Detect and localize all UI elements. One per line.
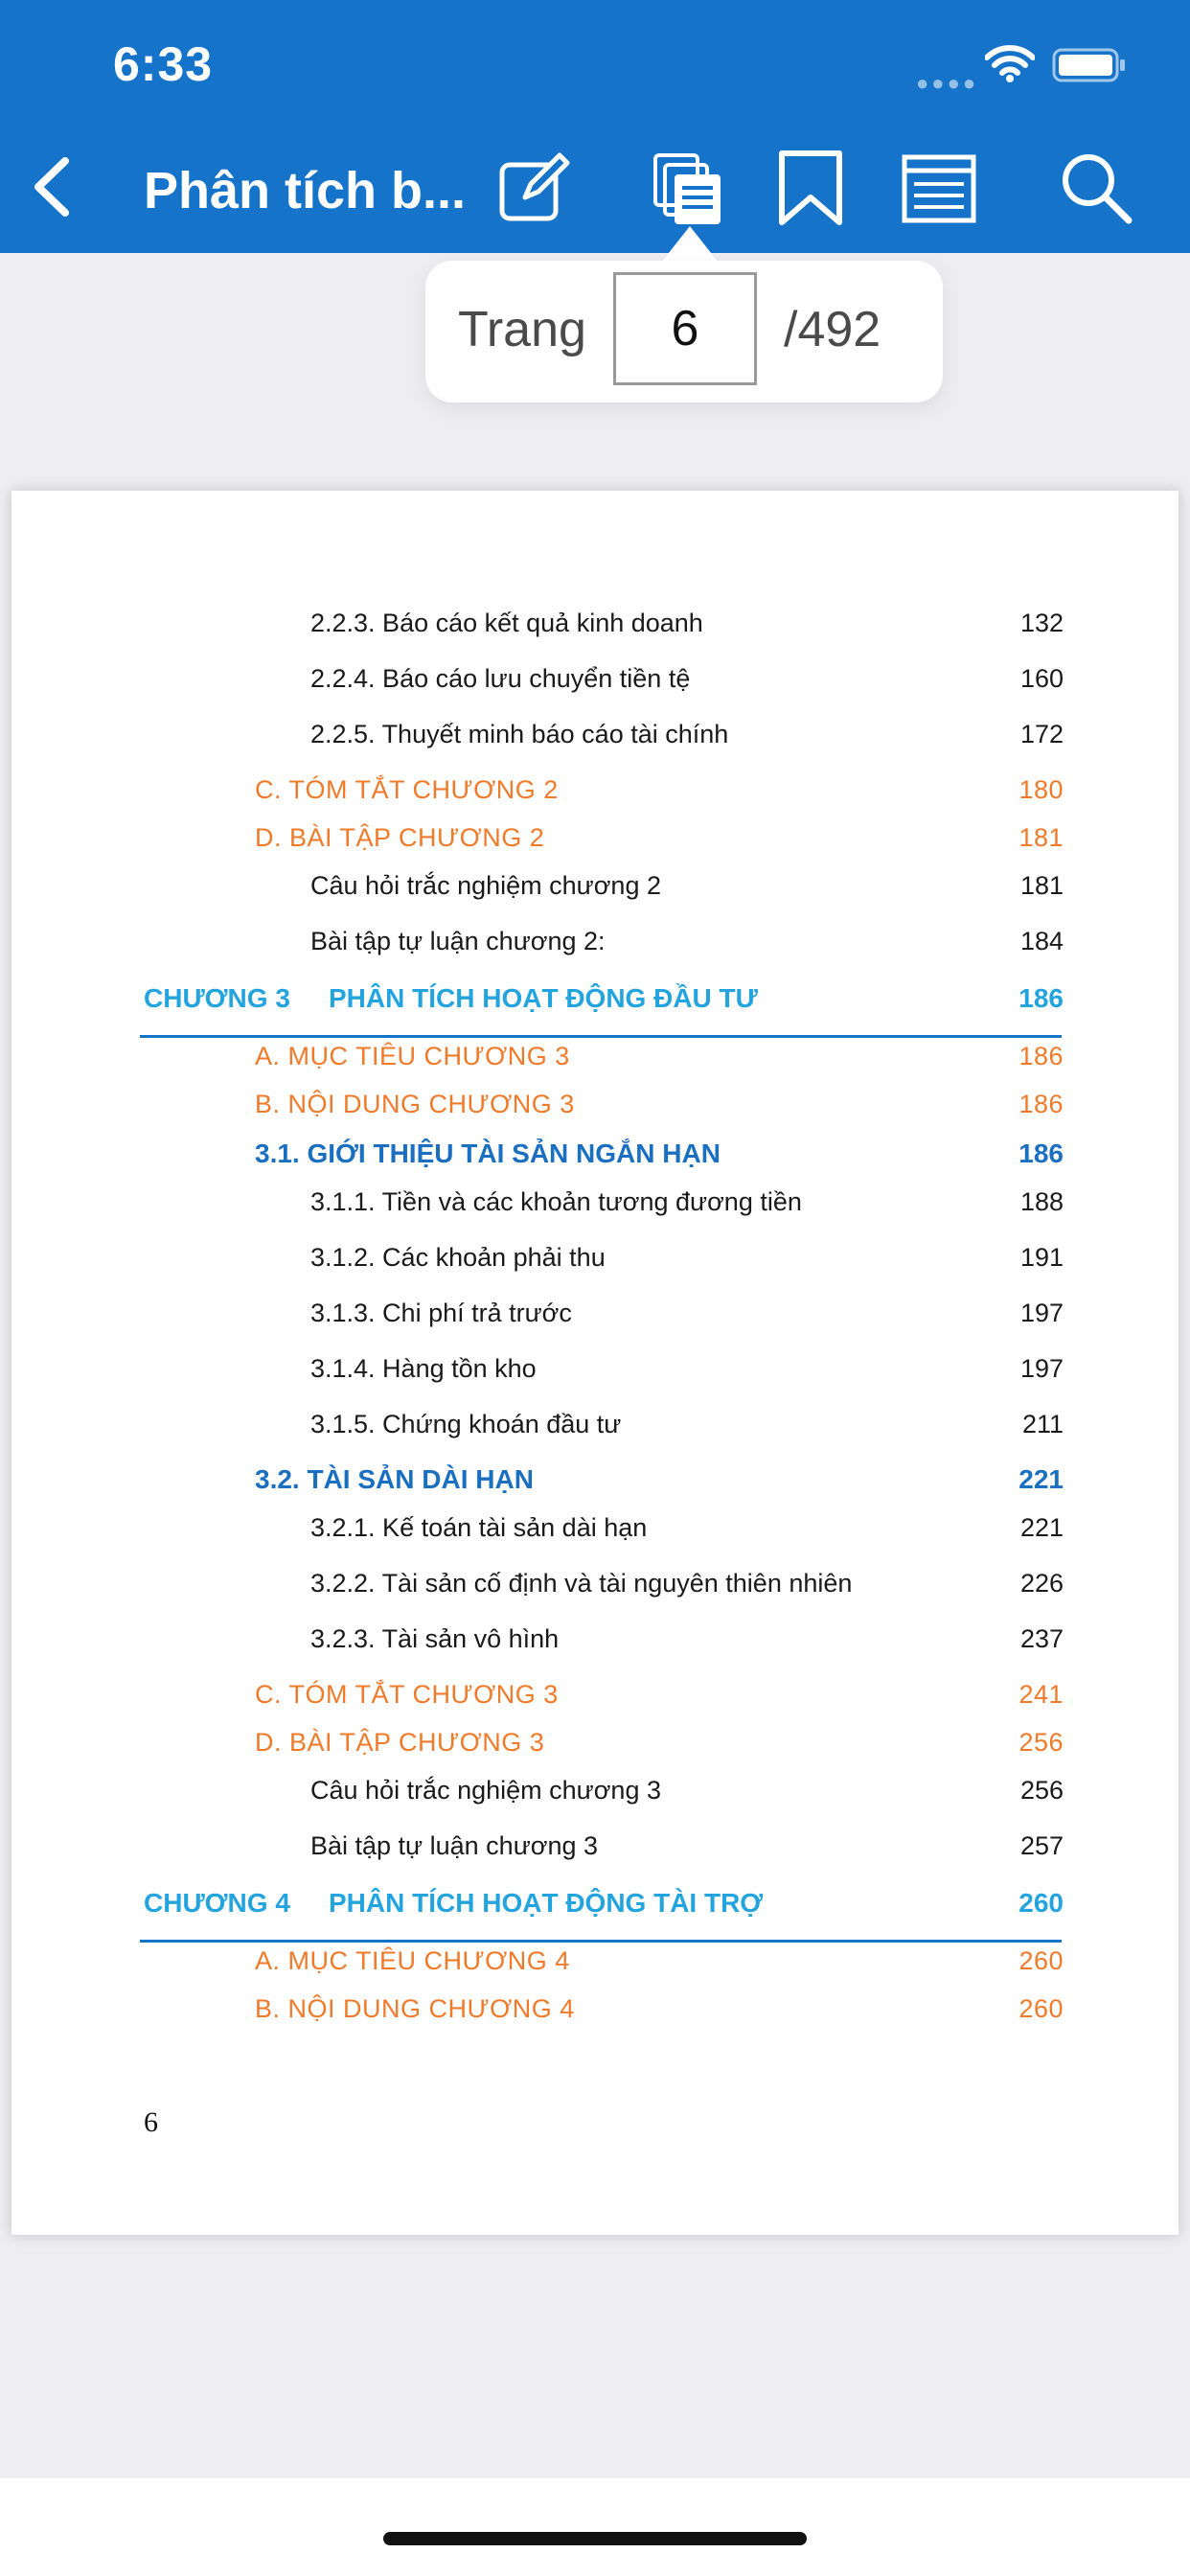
toc-page-number: 221 — [1018, 1464, 1064, 1494]
toc-page-number: 256 — [1019, 1776, 1064, 1805]
wifi-icon — [985, 44, 1035, 82]
toc-page-number: 260 — [1018, 1994, 1064, 2023]
toc-row[interactable] — [11, 1825, 1179, 1867]
back-icon[interactable] — [29, 155, 73, 218]
toc-chapter-row[interactable] — [11, 1882, 1179, 1924]
toc-row[interactable] — [11, 920, 1179, 962]
toc-title: 3.2.2. Tài sản cố định và tài nguyên thiên nhiên — [310, 1569, 853, 1598]
toc-row[interactable] — [11, 1133, 1179, 1175]
toc-title: PHÂN TÍCH HOẠT ĐỘNG TÀI TRỢ — [329, 1888, 764, 1918]
page-folio: 6 — [144, 2106, 158, 2138]
toc-chapter-row[interactable] — [11, 978, 1179, 1020]
toc-title: D. BÀI TẬP CHƯƠNG 2 — [255, 823, 545, 852]
toc-page-number: 260 — [1018, 1888, 1064, 1918]
toc-title: Câu hỏi trắc nghiệm chương 2 — [310, 871, 661, 900]
toc-row[interactable] — [11, 713, 1179, 755]
toc-page-number: 180 — [1018, 775, 1064, 804]
toc-title: 3.2. TÀI SẢN DÀI HẠN — [255, 1464, 534, 1494]
toc-row[interactable] — [11, 1292, 1179, 1334]
toc-row[interactable] — [11, 1618, 1179, 1660]
toc-title: 2.2.5. Thuyết minh báo cáo tài chính — [310, 720, 729, 748]
toc-title: Câu hỏi trắc nghiệm chương 3 — [310, 1776, 661, 1805]
toc-title: A. MỤC TIÊU CHƯƠNG 4 — [255, 1946, 570, 1975]
toc-row[interactable] — [11, 657, 1179, 700]
page-number-input[interactable] — [613, 272, 757, 385]
toc-title: 3.1.2. Các khoản phải thu — [310, 1243, 606, 1272]
toc-row[interactable] — [11, 602, 1179, 644]
toc-title: Bài tập tự luận chương 2: — [310, 927, 606, 955]
toc-row[interactable] — [11, 1181, 1179, 1223]
toc-title: Bài tập tự luận chương 3 — [310, 1831, 599, 1860]
toc-title: A. MỤC TIÊU CHƯƠNG 3 — [255, 1042, 570, 1070]
toc-chapter-label: CHƯƠNG 4 — [144, 1888, 290, 1918]
toc-row[interactable] — [11, 816, 1179, 859]
toc-row[interactable] — [11, 769, 1179, 811]
search-icon[interactable] — [1058, 150, 1134, 226]
toc-page-number: 191 — [1019, 1243, 1064, 1272]
signal-icon: ●●●● — [916, 71, 979, 95]
toc-page-number: 260 — [1018, 1946, 1064, 1975]
toc-title: C. TÓM TẮT CHƯƠNG 3 — [255, 1680, 559, 1709]
toc-title: B. NỘI DUNG CHƯƠNG 3 — [255, 1090, 575, 1118]
toc-page-number: 211 — [1021, 1410, 1064, 1438]
toc-page-number: 197 — [1019, 1299, 1064, 1327]
toc-title: 3.1.4. Hàng tồn kho — [310, 1354, 537, 1383]
toc-title: 2.2.3. Báo cáo kết quả kinh doanh — [310, 609, 703, 637]
toc-title: 3.2.1. Kế toán tài sản dài hạn — [310, 1513, 648, 1542]
popover-arrow — [661, 226, 719, 263]
toc-page-number: 186 — [1018, 1090, 1064, 1118]
toc-page-number: 197 — [1019, 1354, 1064, 1383]
toc-title: B. NỘI DUNG CHƯƠNG 4 — [255, 1994, 575, 2023]
toc-page-number: 181 — [1019, 871, 1064, 900]
toc-page-number: 257 — [1019, 1831, 1064, 1860]
toc-page-number: 226 — [1019, 1569, 1064, 1598]
toc-page-number: 256 — [1018, 1728, 1064, 1757]
toc-chapter-label: CHƯƠNG 3 — [144, 983, 290, 1013]
toc-page-number: 241 — [1018, 1680, 1064, 1709]
table-of-contents-icon[interactable] — [901, 150, 977, 226]
toc-row[interactable] — [11, 1988, 1179, 2030]
toc-page-number: 221 — [1019, 1513, 1064, 1542]
toc-page-number: 181 — [1018, 823, 1064, 852]
toc-page-number: 186 — [1018, 1042, 1064, 1070]
toc-row[interactable] — [11, 1035, 1179, 1077]
toc-title: D. BÀI TẬP CHƯƠNG 3 — [255, 1728, 545, 1757]
toc-page-number: 237 — [1019, 1624, 1064, 1653]
toc-row[interactable] — [11, 1403, 1179, 1445]
pdf-page[interactable] — [11, 491, 1179, 2235]
toc-title: 2.2.4. Báo cáo lưu chuyển tiền tệ — [310, 664, 691, 693]
toc-row[interactable] — [11, 1506, 1179, 1549]
toc-title: PHÂN TÍCH HOẠT ĐỘNG ĐẦU TƯ — [329, 983, 758, 1013]
toc-page-number: 132 — [1019, 609, 1064, 637]
toc-title: 3.2.3. Tài sản vô hình — [310, 1624, 560, 1653]
toc-page-number: 186 — [1018, 1138, 1064, 1168]
toc-row[interactable] — [11, 1236, 1179, 1278]
toc-page-number: 186 — [1018, 983, 1064, 1013]
page-label: Trang — [458, 302, 586, 357]
page-jump-popover — [425, 261, 943, 402]
pages-icon[interactable] — [650, 150, 726, 226]
toc-title: 3.1. GIỚI THIỆU TÀI SẢN NGẮN HẠN — [255, 1138, 721, 1168]
toc-title: 3.1.1. Tiền và các khoản tương đương tiền — [310, 1187, 802, 1216]
toc-row[interactable] — [11, 1562, 1179, 1604]
top-bar — [0, 0, 1190, 253]
status-time: 6:33 — [113, 37, 214, 91]
toc-title: C. TÓM TẮT CHƯƠNG 2 — [255, 775, 559, 804]
toc-row[interactable] — [11, 1721, 1179, 1763]
toc-row[interactable] — [11, 1769, 1179, 1811]
toc-title: 3.1.5. Chứng khoán đầu tư — [310, 1410, 622, 1438]
home-indicator[interactable] — [383, 2532, 807, 2545]
toc-page-number: 184 — [1019, 927, 1064, 955]
toc-row[interactable] — [11, 1083, 1179, 1125]
battery-icon — [1052, 48, 1127, 82]
bookmark-icon[interactable] — [772, 150, 849, 226]
toc-page-number: 188 — [1019, 1187, 1064, 1216]
toc-page-number: 172 — [1019, 720, 1064, 748]
toc-row[interactable] — [11, 1459, 1179, 1501]
toc-row[interactable] — [11, 864, 1179, 907]
toc-row[interactable] — [11, 1673, 1179, 1715]
edit-icon[interactable] — [496, 150, 573, 226]
toc-row[interactable] — [11, 1347, 1179, 1390]
document-title: Phân tích b... — [144, 162, 467, 219]
toc-title: 3.1.3. Chi phí trả trước — [310, 1299, 572, 1327]
bottom-safe-area — [0, 2478, 1190, 2576]
toc-row[interactable] — [11, 1940, 1179, 1982]
toc-page-number: 160 — [1019, 664, 1064, 693]
total-pages: /492 — [784, 302, 881, 357]
